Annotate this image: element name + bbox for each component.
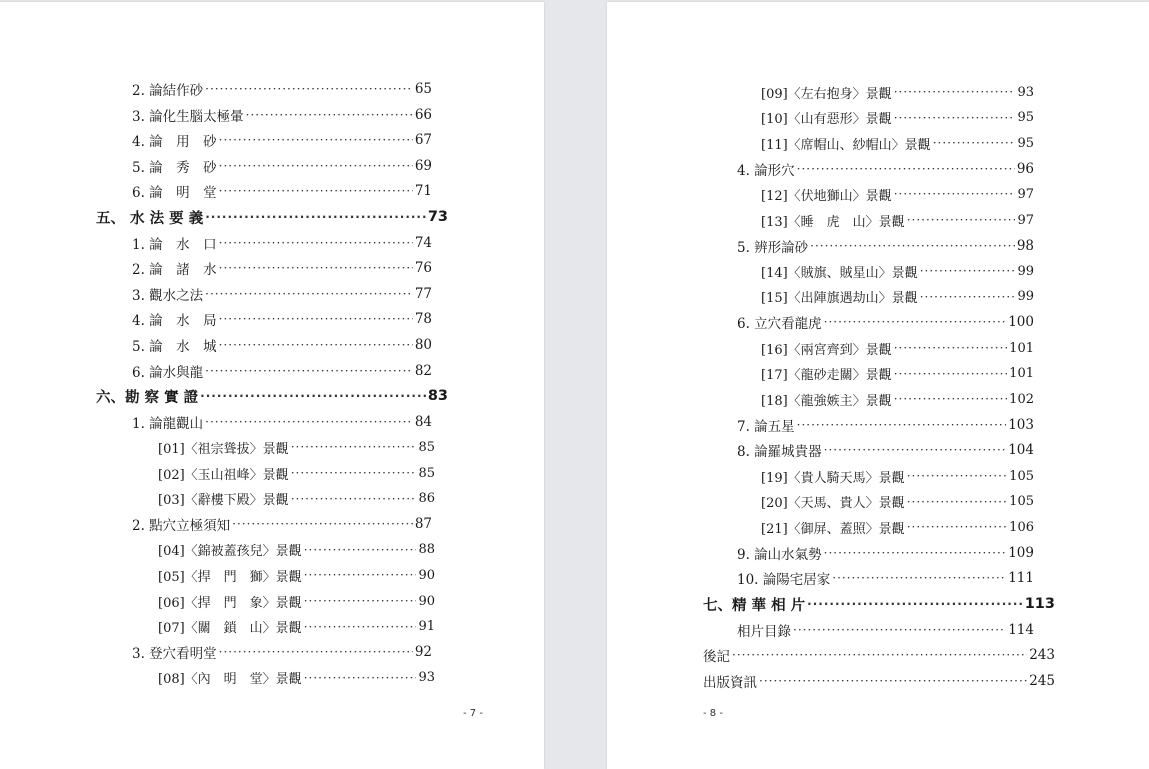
toc-entry <box>158 487 435 511</box>
page-number: - 7 - <box>463 708 483 719</box>
dot-leader <box>232 517 413 531</box>
toc-entry-page: 95 <box>1017 135 1034 151</box>
dot-leader <box>810 239 1015 253</box>
toc-entry-title: 7. 論五星 <box>737 418 795 435</box>
toc-entry-title: 6. 立穴看龍虎 <box>737 316 822 333</box>
page-number: - 8 - <box>703 708 723 719</box>
toc-entry-title: [10]〈山有惡形〉景觀 <box>761 112 892 128</box>
toc-entry-page: 93 <box>1017 84 1034 100</box>
toc-entry-title: 六、勘 察 實 證 <box>96 389 199 406</box>
dot-leader <box>894 111 1016 125</box>
toc-entry <box>761 336 1034 360</box>
toc-entry-title: 相片目錄 <box>737 623 791 640</box>
toc-entry-title: 4. 論 用 砂 <box>132 134 217 151</box>
toc-entry <box>132 103 432 127</box>
toc-entry <box>132 512 432 536</box>
toc-entry-title: 8. 論羅城貴器 <box>737 444 822 461</box>
toc-entry <box>761 182 1034 206</box>
dot-leader <box>824 315 1007 329</box>
toc-entry <box>761 285 1034 309</box>
dot-leader <box>200 389 426 403</box>
dot-leader <box>907 469 1007 483</box>
toc-entry-page: 102 <box>1009 391 1034 407</box>
toc-entry-title: [03]〈辭樓下殿〉景觀 <box>158 493 289 509</box>
toc-entry <box>132 359 432 383</box>
toc-entry-title: [18]〈龍強嫉主〉景觀 <box>761 393 892 409</box>
toc-entry-page: 85 <box>418 465 435 481</box>
dot-leader <box>291 492 417 506</box>
toc-entry <box>737 310 1034 334</box>
toc-entry <box>132 640 432 664</box>
toc-entry-title: [04]〈錦被蓋孩兒〉景觀 <box>158 544 302 560</box>
toc-entry <box>132 77 432 101</box>
toc-entry <box>96 384 448 408</box>
toc-entry-title: 七、精 華 相 片 <box>703 597 806 614</box>
toc-entry <box>132 256 432 280</box>
dot-leader <box>894 187 1016 201</box>
toc-entry <box>761 106 1034 130</box>
document-page-left <box>0 2 544 769</box>
dot-leader <box>759 674 1027 688</box>
toc-entry-title: 後記 <box>703 649 730 666</box>
toc-entry <box>737 618 1034 642</box>
toc-entry-title: 6. 論水與龍 <box>132 364 204 381</box>
toc-entry-page: 101 <box>1009 340 1034 356</box>
toc-entry-page: 73 <box>427 209 448 225</box>
toc-entry <box>737 541 1034 565</box>
dot-leader <box>907 520 1007 534</box>
toc-entry-page: 82 <box>414 362 432 379</box>
toc-entry-title: 4. 論 水 局 <box>132 313 217 330</box>
toc-entry <box>158 435 435 459</box>
toc-entry-title: [08]〈內 明 堂〉景觀 <box>158 672 302 688</box>
toc-entry-title: [20]〈天馬、貴人〉景觀 <box>761 496 905 512</box>
toc-entry <box>132 410 432 434</box>
toc-entry-page: 91 <box>418 619 435 635</box>
toc-entry-title: 10. 論陽宅居家 <box>737 572 831 589</box>
toc-entry <box>132 128 432 152</box>
toc-entry-title: [11]〈席帽山、紗帽山〉景觀 <box>761 137 931 153</box>
toc-entry <box>737 438 1034 462</box>
toc-entry-title: 3. 觀水之法 <box>132 287 204 304</box>
toc-entry-page: 66 <box>414 106 432 123</box>
toc-entry-page: 105 <box>1009 494 1034 510</box>
dot-leader <box>793 623 1006 637</box>
dot-leader <box>205 210 426 224</box>
dot-leader <box>824 443 1007 457</box>
dot-leader <box>219 184 413 198</box>
toc-entry <box>737 413 1034 437</box>
toc-entry-page: 97 <box>1017 212 1034 228</box>
toc-entry <box>132 231 432 255</box>
toc-entry-page: 100 <box>1008 314 1034 331</box>
toc-entry <box>132 282 432 306</box>
toc-entry <box>761 208 1034 232</box>
toc-entry <box>737 234 1034 258</box>
toc-entry-title: 2. 點穴立極須知 <box>132 518 231 535</box>
dot-leader <box>304 671 417 685</box>
toc-entry-title: [15]〈出陣旗遇劫山〉景觀 <box>761 291 918 307</box>
toc-entry <box>761 131 1034 155</box>
toc-entry-page: 86 <box>418 491 435 507</box>
toc-entry-page: 103 <box>1008 416 1034 433</box>
toc-entry <box>761 515 1034 539</box>
dot-leader <box>933 136 1016 150</box>
dot-leader <box>894 85 1016 99</box>
toc-entry-page: 106 <box>1009 519 1034 535</box>
dot-leader <box>824 546 1007 560</box>
dot-leader <box>219 236 413 250</box>
toc-entry <box>761 80 1034 104</box>
toc-entry-page: 93 <box>418 670 435 686</box>
toc-entry-page: 114 <box>1008 621 1034 638</box>
toc-entry-page: 90 <box>418 593 435 609</box>
dot-leader <box>219 645 413 659</box>
dot-leader <box>219 159 413 173</box>
dot-leader <box>894 341 1007 355</box>
dot-leader <box>219 338 413 352</box>
dot-leader <box>304 594 417 608</box>
toc-entry <box>158 538 435 562</box>
toc-entry <box>132 307 432 331</box>
dot-leader <box>219 261 413 275</box>
toc-entry-page: 84 <box>414 413 432 430</box>
toc-entry-title: 5. 辨形論砂 <box>737 239 809 256</box>
toc-entry-title: [13]〈睡 虎 山〉景觀 <box>761 214 905 230</box>
dot-leader <box>907 495 1007 509</box>
toc-entry <box>761 490 1034 514</box>
dot-leader <box>291 440 417 454</box>
toc-entry <box>158 666 435 690</box>
toc-entry-title: 5. 論 秀 砂 <box>132 159 217 176</box>
dot-leader <box>304 568 417 582</box>
toc-entry-title: 五、 水 法 要 義 <box>96 210 204 227</box>
toc-entry-page: 99 <box>1017 289 1034 305</box>
dot-leader <box>732 648 1027 662</box>
toc-entry-title: [05]〈捍 門 獅〉景觀 <box>158 569 302 585</box>
toc-entry-title: 5. 論 水 城 <box>132 339 217 355</box>
toc-entry-title: 1. 論 水 口 <box>132 236 217 253</box>
toc-entry <box>132 179 432 203</box>
dot-leader <box>205 364 413 378</box>
toc-entry-title: [06]〈捍 門 象〉景觀 <box>158 595 302 611</box>
dot-leader <box>291 466 417 480</box>
toc-entry-page: 88 <box>418 542 435 558</box>
toc-entry <box>737 157 1034 181</box>
document-page-right <box>607 2 1149 769</box>
toc-entry <box>761 387 1034 411</box>
toc-entry-page: 85 <box>418 439 435 455</box>
toc-entry-page: 111 <box>1008 570 1034 587</box>
toc-entry-title: 2. 論結作砂 <box>132 83 204 99</box>
dot-leader <box>832 571 1006 585</box>
toc-entry <box>703 669 1055 693</box>
toc-entry-title: [21]〈御屏、蓋照〉景觀 <box>761 521 905 537</box>
toc-entry-title: 6. 論 明 堂 <box>132 185 217 202</box>
toc-entry <box>96 205 448 229</box>
toc-entry-title: [09]〈左右抱身〉景觀 <box>761 86 892 102</box>
toc-entry-page: 76 <box>414 260 432 277</box>
toc-entry <box>132 333 432 357</box>
toc-entry <box>761 259 1034 283</box>
toc-entry-page: 80 <box>414 337 432 353</box>
toc-entry-title: 3. 論化生腦太極暈 <box>132 108 244 125</box>
dot-leader <box>807 597 1023 611</box>
toc-entry <box>703 592 1055 616</box>
toc-entry-page: 101 <box>1009 366 1034 382</box>
toc-entry-title: [14]〈賊旗、賊星山〉景觀 <box>761 265 918 281</box>
toc-entry <box>761 464 1034 488</box>
toc-entry-page: 113 <box>1024 596 1055 612</box>
dot-leader <box>797 418 1007 432</box>
toc-entry <box>158 615 435 639</box>
toc-entry <box>132 154 432 178</box>
toc-entry <box>737 566 1034 590</box>
toc-entry-page: 243 <box>1029 647 1055 664</box>
dot-leader <box>304 620 417 634</box>
dot-leader <box>907 213 1016 227</box>
toc-entry <box>158 589 435 613</box>
toc-entry <box>158 461 435 485</box>
toc-entry-title: [12]〈伏地獅山〉景觀 <box>761 188 892 204</box>
toc-entry-page: 87 <box>414 516 432 533</box>
toc-entry-page: 67 <box>414 132 432 149</box>
toc-entry-page: 77 <box>414 285 432 302</box>
toc-entry-title: 9. 論山水氣勢 <box>737 546 822 563</box>
toc-entry-page: 104 <box>1008 442 1034 459</box>
dot-leader <box>894 367 1007 381</box>
toc-entry <box>761 362 1034 386</box>
toc-entry-title: [17]〈龍砂走關〉景觀 <box>761 368 892 384</box>
dot-leader <box>920 264 1016 278</box>
toc-entry-page: 98 <box>1016 237 1034 254</box>
dot-leader <box>797 162 1015 176</box>
toc-entry-page: 90 <box>418 567 435 583</box>
toc-entry-page: 96 <box>1016 160 1034 177</box>
dot-leader <box>246 108 413 122</box>
toc-entry-title: [16]〈兩宮齊到〉景觀 <box>761 342 892 358</box>
dot-leader <box>920 290 1016 304</box>
toc-entry-title: 2. 論 諸 水 <box>132 262 217 279</box>
toc-entry-page: 78 <box>414 311 432 328</box>
toc-entry-page: 95 <box>1017 110 1034 126</box>
dot-leader <box>205 287 413 301</box>
toc-entry-page: 105 <box>1009 468 1034 484</box>
toc-entry-title: [02]〈玉山祖峰〉景觀 <box>158 467 289 483</box>
dot-leader <box>304 543 417 557</box>
toc-entry-page: 65 <box>414 81 432 97</box>
toc-entry-page: 99 <box>1017 263 1034 279</box>
dot-leader <box>219 133 413 147</box>
toc-entry-page: 92 <box>414 644 432 661</box>
toc-entry-page: 83 <box>427 388 448 405</box>
toc-entry-page: 74 <box>414 234 432 251</box>
toc-entry-title: 4. 論形穴 <box>737 162 795 179</box>
toc-entry-title: [07]〈關 鎖 山〉景觀 <box>158 621 302 637</box>
toc-entry-page: 69 <box>414 157 432 174</box>
dot-leader <box>219 312 413 326</box>
toc-entry-title: 出版資訊 <box>703 674 757 691</box>
dot-leader <box>205 82 413 96</box>
toc-entry <box>158 563 435 587</box>
toc-entry-title: 3. 登穴看明堂 <box>132 646 217 663</box>
toc-entry-page: 109 <box>1008 544 1034 561</box>
toc-entry-title: 1. 論龍觀山 <box>132 415 204 432</box>
toc-entry-page: 245 <box>1029 672 1055 689</box>
dot-leader <box>205 415 413 429</box>
toc-entry-page: 97 <box>1017 186 1034 202</box>
toc-entry-title: [19]〈貴人騎天馬〉景觀 <box>761 470 905 486</box>
dot-leader <box>894 392 1007 406</box>
toc-entry <box>703 643 1055 667</box>
toc-entry-title: [01]〈祖宗聳拔〉景觀 <box>158 441 289 457</box>
toc-entry-page: 71 <box>414 183 432 200</box>
